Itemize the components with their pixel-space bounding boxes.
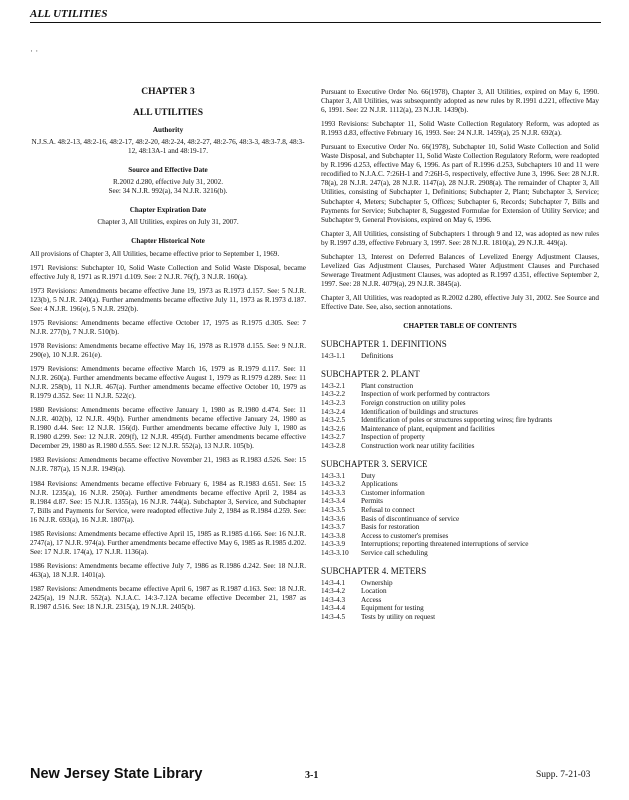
- history-paragraph: All provisions of Chapter 3, All Utilities, became effective prior to September 1, 1969.: [30, 249, 280, 258]
- history-paragraph: 1983 Revisions: Amendments became effective November 21, 1983 as R.1983 d.526. See: 15 N.J.R. 787(a), 15 N.J.R. 1949(a).: [30, 456, 306, 474]
- running-head: ALL UTILITIES: [30, 8, 601, 23]
- section-title: Plant construction: [361, 381, 414, 390]
- section-title: Applications: [361, 480, 398, 489]
- history-paragraph: 1984 Revisions: Amendments became effective February 6, 1984 as R.1983 d.651. See: 15 N.J.R. 1235(a), 16 N.J.R. 250(a). Further amendments became effective April 2, 1984 as R.1984 d.87. See: 15 N.J.R. 1355(a), 16 N.J.R. 744(a). Subchapter 3, Service, and Subchapter 7, Bills and Payments for Service, were readopted effective July 2, 1984 as R.1984 d.259. See: 16 N.J.R. 693(a), 16 N.J.R. 1807(a).: [30, 479, 306, 524]
- source-line: See: 34 N.J.R. 992(a), 34 N.J.R. 3216(b).: [108, 187, 228, 196]
- section-number: 14:3-3.6: [321, 514, 346, 523]
- section-title: Access: [361, 595, 382, 604]
- toc-entry: [321, 433, 599, 442]
- toc-entry: [321, 489, 599, 498]
- section-title: Refusal to connect: [361, 505, 415, 514]
- section-title: Access to customer's premises: [361, 531, 449, 540]
- toc-entry: [321, 506, 599, 515]
- section-number: 14:3-1.1: [321, 352, 346, 361]
- section-number: 14:3-3.7: [321, 523, 346, 532]
- history-paragraph: 1978 Revisions: Amendments became effective May 16, 1978 as R.1978 d.155. See: 9 N.J.R. 290(e), 10 N.J.R. 261(e).: [30, 341, 306, 359]
- section-number: 14:3-2.1: [321, 381, 346, 390]
- section-number: 14:3-3.8: [321, 531, 346, 540]
- section-number: 14:3-3.5: [321, 505, 346, 514]
- history-heading: Chapter Historical Note: [131, 237, 205, 246]
- toc-entry: [321, 382, 599, 391]
- expiration-text: Chapter 3, All Utilities, expires on July 31, 2007.: [97, 218, 239, 227]
- footer-watermark: New Jersey State Library: [30, 766, 203, 782]
- history-paragraph: 1985 Revisions: Amendments became effective April 15, 1985 as R.1985 d.166. See: 16 N.J.R. 2747(a), 17 N.J.R. 974(a). Further amendments became effective May 6, 1985 as R.1985 d.202. See: 17 N.J.R. 174(a), 17 N.J.R. 1136(a).: [30, 529, 306, 556]
- toc-entry: [321, 408, 599, 417]
- history-paragraph: 1980 Revisions: Amendments became effective January 1, 1980 as R.1980 d.474. See: 11 N.J.R. 402(b), 12 N.J.R. 49(b). Further amendments became effective January 24, 1980 as R.1980 d.44. See: 12 N.J.R. 156(d). Further amendments became effective July 1, 1980 as R.1980 d.299. See: 12 N.J.R. 209(f), 12 N.J.R. 495(d). Further amendments became effective December 29, 1980 as R.1980 d.555. See: 12 N.J.R. 552(a), 13 N.J.R. 105(b).: [30, 406, 306, 451]
- history-paragraph: 1986 Revisions: Amendments became effective July 7, 1986 as R.1986 d.242. See: 18 N.J.R. 463(a), 18 N.J.R. 1401(a).: [30, 561, 306, 579]
- section-title: Definitions: [361, 352, 394, 361]
- source-line: R.2002 d.280, effective July 31, 2002.: [112, 178, 224, 187]
- section-number: 14:3-4.4: [321, 604, 346, 613]
- authority-text: N.J.S.A. 48:2-13, 48:2-16, 48:2-17, 48:2-20, 48:2-24, 48:2-27, 48:2-76, 48:3-3, 48:3-7.8, 48:3-12, 48:13A-1 and 48:19-17.: [31, 138, 305, 156]
- toc-entry: [321, 596, 599, 605]
- history-paragraph: Pursuant to Executive Order No. 66(1978), Chapter 3, All Utilities, expired on May 6, 1990. Chapter 3, All Utilities, was subsequently adopted as new rules by R.1991 d.221, effective May 6, 1991. See: 22 N.J.R. 1112(a), 23 N.J.R. 1439(b).: [321, 88, 599, 115]
- toc-entry: [321, 352, 599, 361]
- section-title: Foreign construction on utility poles: [361, 398, 466, 407]
- section-number: 14:3-2.7: [321, 433, 346, 442]
- section-title: Construction work near utility facilities: [361, 441, 475, 450]
- section-number: 14:3-3.10: [321, 548, 349, 557]
- margin-mark: · ·: [30, 46, 39, 56]
- section-number: 14:3-3.4: [321, 497, 346, 506]
- section-number: 14:3-4.2: [321, 587, 346, 596]
- section-number: 14:3-3.9: [321, 540, 346, 549]
- authority-heading: Authority: [152, 126, 184, 135]
- section-number: 14:3-3.3: [321, 488, 346, 497]
- history-paragraph: 1971 Revisions: Subchapter 10, Solid Waste Collection and Solid Waste Disposal, became effective July 8, 1971 as R.1971 d.109. See: 2 N.J.R. 76(f), 3 N.J.R. 160(a).: [30, 263, 306, 281]
- section-title: Identification of buildings and structures: [361, 407, 478, 416]
- history-paragraph: Subchapter 13, Interest on Deferred Balances of Levelized Energy Adjustment Clauses, Levelized Gas Adjustment Clauses, Purchased Water Adjustment Clauses and Purchased Sewerage Treatment Adjustment Clauses, was adopted as R.1997 d.351, effective September 2, 1997. See: 28 N.J.R. 4079(a), 29 N.J.R. 3845(a).: [321, 252, 599, 288]
- chapter-title: ALL UTILITIES: [133, 108, 203, 119]
- left-column: [30, 88, 306, 617]
- history-paragraph: 1973 Revisions: Amendments became effective June 19, 1973 as R.1973 d.157. See: 5 N.J.R. 123(b), 5 N.J.R. 240(a). Further amendments became effective July 11, 1973 as R.1973 d.187. See: 4 N.J.R. 196(e), 5 N.J.R. 292(b).: [30, 286, 306, 313]
- section-title: Inspection of work performed by contractors: [361, 390, 490, 399]
- toc-entry: [321, 399, 599, 408]
- section-number: 14:3-2.5: [321, 416, 346, 425]
- toc-heading: CHAPTER TABLE OF CONTENTS: [403, 322, 517, 331]
- table-of-contents: [321, 340, 599, 621]
- section-title: Service call scheduling: [361, 548, 428, 557]
- toc-entry: [321, 579, 599, 588]
- subchapter-heading: SUBCHAPTER 4. METERS: [321, 565, 427, 576]
- section-title: Equipment for testing: [361, 604, 424, 613]
- toc-entry: [321, 425, 599, 434]
- section-title: Maintenance of plant, equipment and facilities: [361, 424, 495, 433]
- toc-entry: [321, 416, 599, 425]
- section-number: 14:3-3.1: [321, 471, 346, 480]
- toc-entry: [321, 532, 599, 541]
- toc-entry: [321, 480, 599, 489]
- section-number: 14:3-2.6: [321, 424, 346, 433]
- section-number: 14:3-2.8: [321, 441, 346, 450]
- supplement-date: Supp. 7-21-03: [536, 770, 591, 780]
- section-number: 14:3-4.5: [321, 612, 346, 621]
- section-title: Ownership: [361, 578, 393, 587]
- history-paragraph: 1987 Revisions: Amendments became effective April 6, 1987 as R.1987 d.163. See: 18 N.J.R. 2425(a), 19 N.J.R. 552(a). N.J.A.C. 14:3-7.12A became effective December 21, 1987 as R.1987 d.516. See: 18 N.J.R. 2315(a), 19 N.J.R. 2405(b).: [30, 584, 306, 612]
- history-paragraph: Chapter 3, All Utilities, was readopted as R.2002 d.280, effective July 31, 2002. See Source and Effective Date. See, also, section annotations.: [321, 293, 599, 311]
- toc-entry: [321, 442, 599, 451]
- section-number: 14:3-2.3: [321, 398, 346, 407]
- toc-entry: [321, 604, 599, 613]
- source-heading: Source and Effective Date: [128, 166, 208, 175]
- section-title: Tests by utility on request: [361, 612, 436, 621]
- subchapter-heading: SUBCHAPTER 2. PLANT: [321, 368, 420, 379]
- history-paragraph: 1993 Revisions: Subchapter 11, Solid Waste Collection Regulatory Reform, was adopted as R.1993 d.83, effective February 16, 1993. See: 24 N.J.R. 1459(a), 25 N.J.R. 692(a).: [321, 120, 599, 138]
- section-title: Permits: [361, 497, 383, 506]
- history-paragraph: Chapter 3, All Utilities, consisting of Subchapters 1 through 9 and 12, was adopted as new rules by R.1997 d.39, effective February 3, 1997. See: 28 N.J.R. 1810(a), 29 N.J.R. 449(a).: [321, 229, 599, 247]
- toc-entry: [321, 472, 599, 481]
- section-title: Location: [361, 587, 387, 596]
- toc-entry: [321, 390, 599, 399]
- toc-entry: [321, 549, 599, 558]
- toc-entry: [321, 540, 599, 549]
- history-paragraph: Pursuant to Executive Order No. 66(1978), Subchapter 10, Solid Waste Collection and Solid Waste Disposal, and Subchapter 11, Solid Waste Collection Regulatory Reform, were readopted by R.1996 d.253, effective May 6, 1996. As part of R.1996 d.253, Subchapters 10 and 11 were recodified to N.J.A.C. 7:26H-1 and 7:26H-5, respectively, effective June 3, 1996. See: 28 N.J.R. 78(a), 28 N.J.R. 247(a), 28 N.J.R. 1147(a), 28 N.J.R. 2908(a). The remainder of Chapter 3, All Utilities, consisting of Subchapter 1, Definitions; Subchapter 2, Plant; Subchapter 3, Service; Subchapter 4, Meters; Subchapter 5, Offices; Subchapter 6, Records; Subchapter 7, Bills and Payments for Service; Subchapter 8, Suggested Formulae for Extension of Utility Service; and Subchapter 9, General Provisions, expired on May 6, 1996.: [321, 143, 599, 224]
- toc-entry: [321, 587, 599, 596]
- section-number: 14:3-2.2: [321, 390, 346, 399]
- toc-entry: [321, 523, 599, 532]
- section-number: 14:3-2.4: [321, 407, 346, 416]
- section-title: Identification of poles or structures supporting wires; fire hydrants: [361, 416, 553, 425]
- chapter-label: CHAPTER 3: [141, 87, 195, 97]
- toc-entry: [321, 497, 599, 506]
- section-title: Basis of discontinuance of service: [361, 514, 460, 523]
- section-title: Inspection of property: [361, 433, 425, 442]
- section-number: 14:3-4.3: [321, 595, 346, 604]
- section-title: Basis for restoration: [361, 523, 420, 532]
- section-number: 14:3-3.2: [321, 480, 346, 489]
- toc-entry: [321, 613, 599, 622]
- section-title: Duty: [361, 471, 376, 480]
- right-column: [321, 88, 599, 622]
- toc-entry: [321, 515, 599, 524]
- subchapter-heading: SUBCHAPTER 1. DEFINITIONS: [321, 339, 447, 350]
- history-paragraph: 1975 Revisions: Amendments became effective October 17, 1975 as R.1975 d.305. See: 7 N.J.R. 277(b), 7 N.J.R. 510(b).: [30, 318, 306, 336]
- subchapter-heading: SUBCHAPTER 3. SERVICE: [321, 458, 428, 469]
- section-title: Interruptions; reporting threatened interruptions of service: [361, 540, 529, 549]
- expiration-heading: Chapter Expiration Date: [129, 206, 207, 215]
- section-title: Customer information: [361, 488, 425, 497]
- history-paragraph: 1979 Revisions: Amendments became effective March 16, 1979 as R.1979 d.117. See: 11 N.J.R. 260(a). Further amendments became effective August 1, 1979 as R.1979 d.289. See: 11 N.J.R. 258(b), 11 N.J.R. 467(a). Further amendments became effective October 10, 1979 as R.1979 d.352. See: 11 N.J.R. 522(c).: [30, 364, 306, 401]
- section-number: 14:3-4.1: [321, 578, 346, 587]
- page-number: 3-1: [305, 770, 319, 781]
